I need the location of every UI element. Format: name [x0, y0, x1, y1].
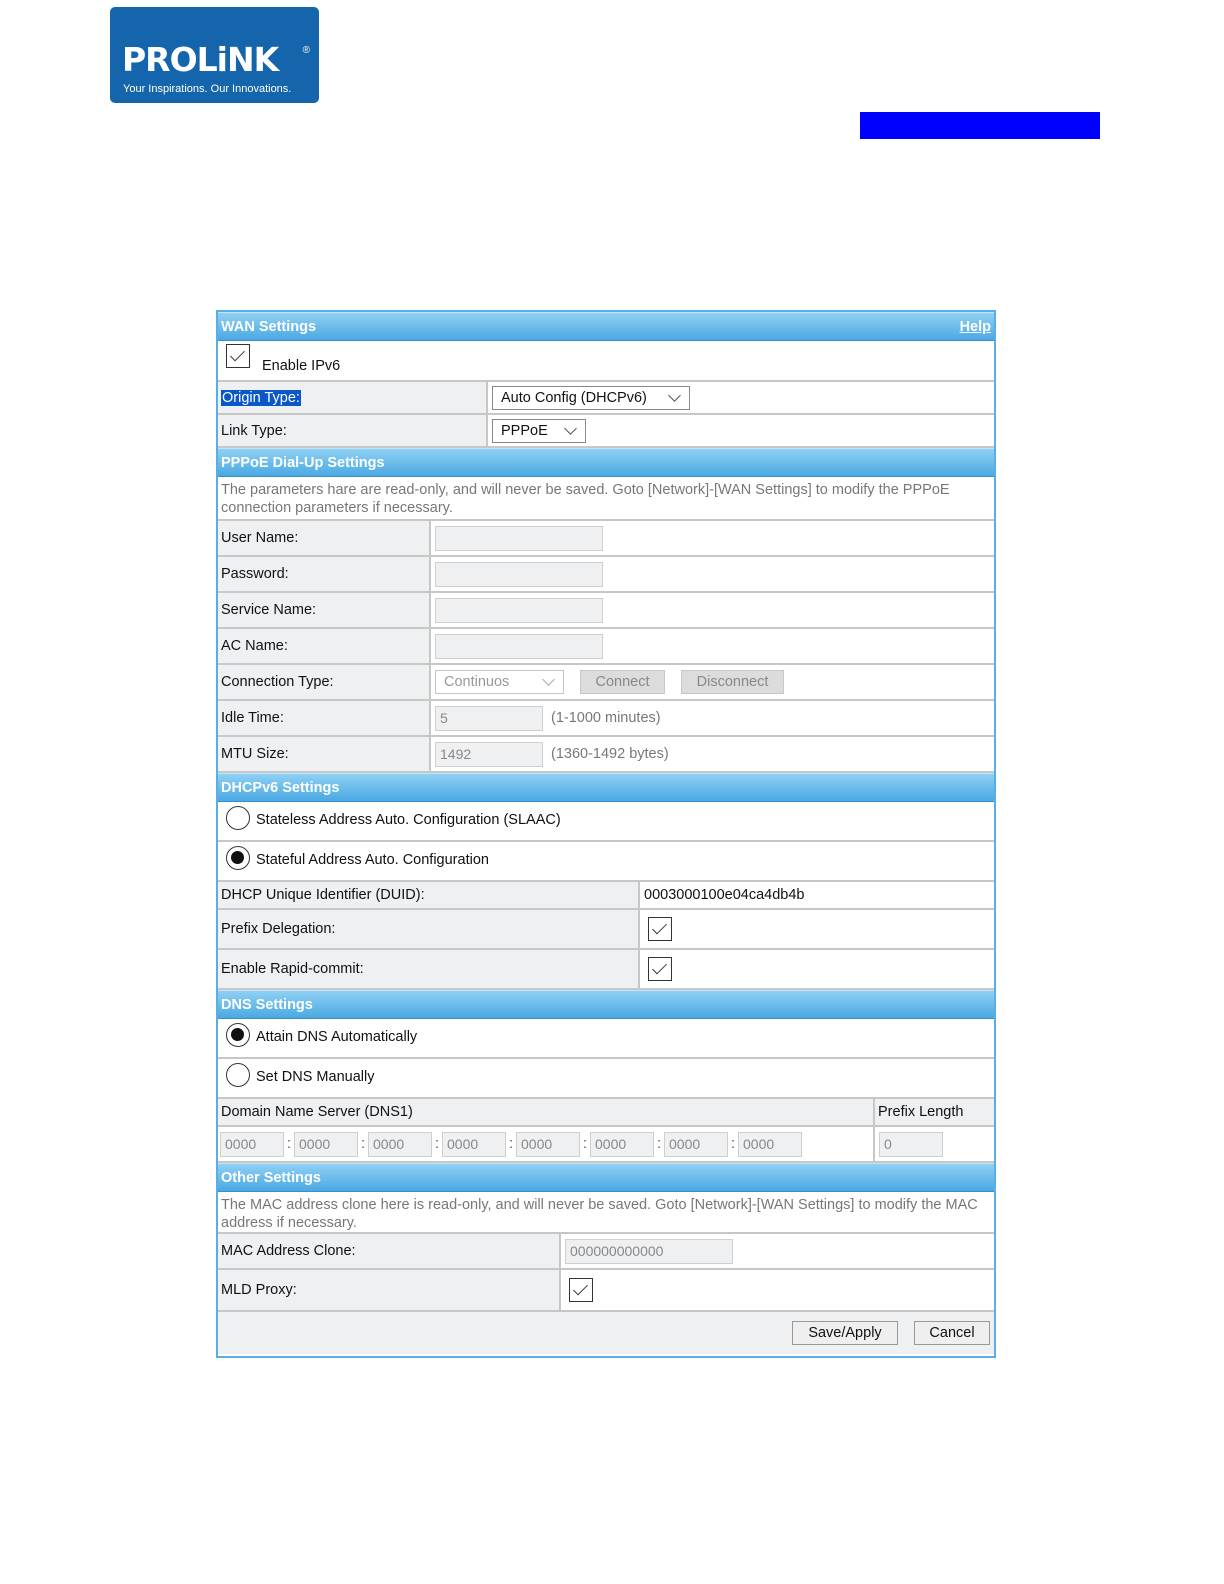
password-label: Password:	[218, 557, 431, 591]
dns-segment-4[interactable]: 0000	[442, 1132, 506, 1157]
origin-type-label: Origin Type:	[222, 389, 300, 406]
duid-row	[218, 882, 994, 910]
cancel-button[interactable]: Cancel	[914, 1321, 990, 1345]
wan-settings-header	[218, 312, 994, 341]
password-input[interactable]	[435, 562, 603, 587]
prefix-delegation-label: Prefix Delegation:	[218, 910, 640, 948]
enable-ipv6-checkbox[interactable]	[226, 344, 250, 368]
mtu-size-input[interactable]: 1492	[435, 742, 543, 767]
mac-clone-row	[218, 1234, 994, 1270]
dns-segment-6[interactable]: 0000	[590, 1132, 654, 1157]
link-type-value: PPPoE	[501, 422, 548, 439]
password-row	[218, 557, 994, 593]
other-note: The MAC address clone here is read-only, and will never be saved. Goto [Network]-[WAN Settings] to modify the MAC address if necessary.	[221, 1197, 978, 1231]
link-type-row	[218, 415, 994, 448]
ac-name-input[interactable]	[435, 634, 603, 659]
enable-ipv6-row	[218, 341, 994, 382]
user-name-row	[218, 521, 994, 557]
pppoe-note-row	[218, 477, 994, 521]
chevron-down-icon	[542, 673, 555, 686]
other-settings-header	[218, 1163, 994, 1192]
dns-inputs-row	[218, 1127, 994, 1163]
mac-clone-input[interactable]: 000000000000	[565, 1239, 733, 1264]
dns-manual-label: Set DNS Manually	[256, 1069, 375, 1085]
pppoe-note: The parameters hare are read-only, and will never be saved. Goto [Network]-[WAN Settings] to modify the PPPoE connection parameters if necessary.	[221, 482, 950, 516]
prefix-length-input[interactable]: 0	[879, 1132, 943, 1157]
connection-type-value: Continuos	[444, 674, 510, 690]
service-name-row	[218, 593, 994, 629]
logo-brand: PROLiNK	[122, 40, 279, 79]
link-type-label: Link Type:	[218, 415, 488, 446]
connection-type-select[interactable]	[435, 670, 564, 694]
idle-time-input[interactable]: 5	[435, 706, 543, 731]
slaac-label: Stateless Address Auto. Configuration (SLAAC)	[256, 812, 561, 828]
connect-button[interactable]: Connect	[580, 670, 665, 694]
duid-value: 0003000100e04ca4db4b	[644, 887, 805, 903]
origin-type-select[interactable]	[492, 386, 690, 410]
prefix-delegation-checkbox[interactable]	[648, 917, 672, 941]
dns-auto-label: Attain DNS Automatically	[256, 1029, 418, 1045]
wan-settings-panel	[216, 310, 996, 1358]
logo-registered-mark: ®	[302, 45, 310, 56]
dns-segment-3[interactable]: 0000	[368, 1132, 432, 1157]
pppoe-settings-header	[218, 448, 994, 477]
slaac-radio[interactable]	[226, 806, 250, 830]
chevron-down-icon	[564, 422, 577, 435]
dhcpv6-settings-header	[218, 773, 994, 802]
other-settings-title: Other Settings	[221, 1169, 321, 1186]
dns-segment-1[interactable]: 0000	[220, 1132, 284, 1157]
user-name-input[interactable]	[435, 526, 603, 551]
prefix-delegation-row	[218, 910, 994, 950]
chevron-down-icon	[668, 389, 681, 402]
logo-tagline: Your Inspirations. Our Innovations.	[123, 83, 292, 95]
dns-settings-title: DNS Settings	[221, 996, 313, 1013]
save-apply-button[interactable]: Save/Apply	[792, 1321, 898, 1345]
wan-settings-title: WAN Settings	[221, 318, 317, 335]
rapid-commit-row	[218, 950, 994, 990]
duid-label: DHCP Unique Identifier (DUID):	[218, 882, 640, 908]
mld-proxy-checkbox[interactable]	[569, 1278, 593, 1302]
dns-manual-radio[interactable]	[226, 1063, 250, 1087]
action-footer	[218, 1312, 994, 1354]
dns-settings-header	[218, 990, 994, 1019]
stateful-radio[interactable]	[226, 846, 250, 870]
ac-name-row	[218, 629, 994, 665]
ac-name-label: AC Name:	[218, 629, 431, 663]
dns-header-row	[218, 1099, 994, 1127]
stateful-row	[218, 842, 994, 882]
mtu-size-label: MTU Size:	[218, 737, 431, 771]
idle-time-hint: (1-1000 minutes)	[551, 710, 661, 726]
user-name-label: User Name:	[218, 521, 431, 555]
dns-auto-radio[interactable]	[226, 1023, 250, 1047]
disconnect-button[interactable]: Disconnect	[681, 670, 784, 694]
link-type-select[interactable]	[492, 419, 586, 443]
idle-time-row	[218, 701, 994, 737]
dns-manual-row	[218, 1059, 994, 1099]
rapid-commit-checkbox[interactable]	[648, 957, 672, 981]
mld-proxy-label: MLD Proxy:	[218, 1270, 561, 1310]
dns-segment-7[interactable]: 0000	[664, 1132, 728, 1157]
rapid-commit-label: Enable Rapid-commit:	[218, 950, 640, 988]
idle-time-label: Idle Time:	[218, 701, 431, 735]
blue-header-bar	[860, 112, 1100, 139]
mtu-size-row	[218, 737, 994, 773]
dns-segment-8[interactable]: 0000	[738, 1132, 802, 1157]
other-note-row	[218, 1192, 994, 1234]
mac-clone-label: MAC Address Clone:	[218, 1234, 561, 1268]
dns-server-label: Domain Name Server (DNS1)	[218, 1099, 875, 1125]
pppoe-settings-title: PPPoE Dial-Up Settings	[221, 454, 385, 471]
slaac-row	[218, 802, 994, 842]
stateful-label: Stateful Address Auto. Configuration	[256, 852, 489, 868]
service-name-label: Service Name:	[218, 593, 431, 627]
connection-type-row	[218, 665, 994, 701]
dhcpv6-settings-title: DHCPv6 Settings	[221, 779, 340, 796]
prolink-logo	[110, 7, 319, 103]
prefix-length-label: Prefix Length	[875, 1099, 994, 1125]
dns-segment-2[interactable]: 0000	[294, 1132, 358, 1157]
mtu-size-hint: (1360-1492 bytes)	[551, 746, 669, 762]
dns-segments: 0000 : 0000 : 0000 : 0000 : 0000 : 0000 : 0000 : 0000	[218, 1127, 875, 1161]
enable-ipv6-label: Enable IPv6	[262, 357, 341, 374]
dns-auto-row	[218, 1019, 994, 1059]
dns-segment-5[interactable]: 0000	[516, 1132, 580, 1157]
service-name-input[interactable]	[435, 598, 603, 623]
help-link[interactable]: Help	[959, 318, 991, 335]
mld-proxy-row	[218, 1270, 994, 1312]
origin-type-label-cell	[218, 382, 488, 413]
origin-type-value: Auto Config (DHCPv6)	[501, 389, 647, 406]
connection-type-label: Connection Type:	[218, 665, 431, 699]
origin-type-row	[218, 382, 994, 415]
